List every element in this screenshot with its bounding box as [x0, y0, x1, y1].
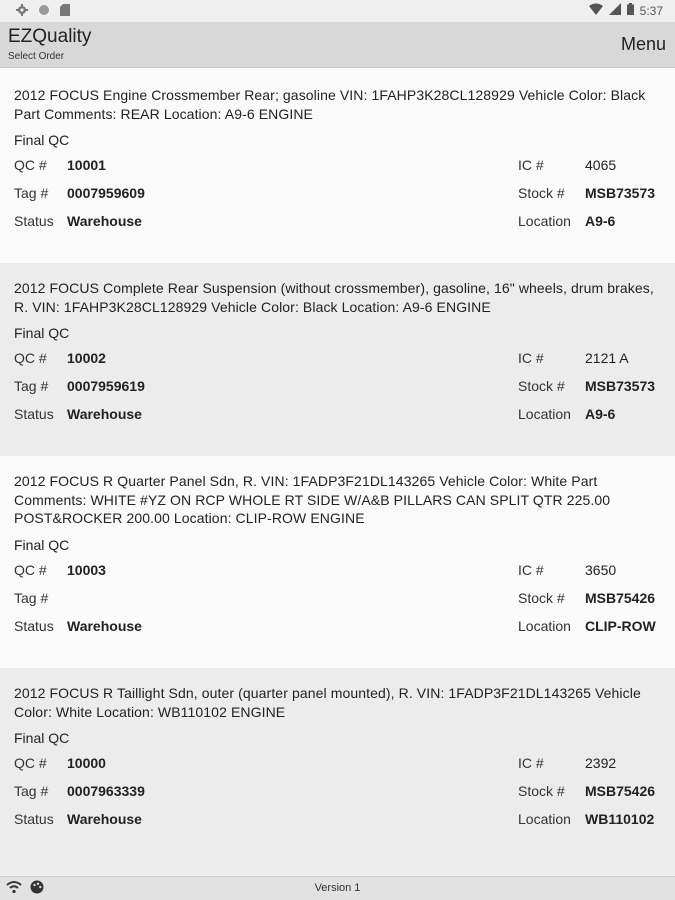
- tag-row: [14, 372, 662, 400]
- order-description: 2012 FOCUS R Quarter Panel Sdn, R. VIN: 1FADP3F21DL143265 Vehicle Color: White Part Comments: WHITE #YZ ON RCP WHOLE RT SIDE W/A&B PILLARS CAN SPLIT QTR 225.00 POST&ROCKER 200.00 Location: CLIP-ROW ENGINE: [14, 473, 611, 526]
- version-label: Version 1: [314, 882, 361, 894]
- qc-value: 10002: [67, 350, 106, 366]
- app-title: EZQuality: [8, 26, 92, 47]
- tag-label: Tag #: [14, 185, 49, 201]
- status-bar: [0, 0, 675, 22]
- qc-label: QC #: [14, 157, 47, 173]
- status-value: Warehouse: [67, 213, 142, 229]
- qc-type: Final QC: [14, 132, 70, 148]
- status-label: Status: [14, 213, 54, 229]
- qc-value: 10000: [67, 755, 106, 771]
- qc-row: [14, 749, 662, 777]
- status-value: Warehouse: [67, 811, 142, 827]
- qc-label: QC #: [14, 755, 47, 771]
- qc-label: QC #: [14, 350, 47, 366]
- location-value: WB110102: [585, 811, 655, 827]
- qc-row: [14, 344, 662, 372]
- location-label: Location: [518, 406, 571, 422]
- sd-card-icon: [60, 4, 70, 19]
- status-label: Status: [14, 811, 54, 827]
- tag-value: 0007959609: [67, 185, 145, 201]
- tag-label: Tag #: [14, 783, 49, 799]
- status-row: [14, 207, 662, 235]
- ic-value: 4065: [585, 157, 617, 173]
- tag-value: 0007963339: [67, 783, 145, 799]
- app-bar: [0, 22, 675, 68]
- ic-label: IC #: [518, 755, 544, 771]
- qc-type: Final QC: [14, 536, 70, 553]
- stock-value: MSB73573: [585, 378, 656, 394]
- status-time: 5:37: [639, 3, 663, 18]
- status-bar-right: [589, 3, 663, 18]
- circle-icon: [38, 4, 50, 19]
- order-description: 2012 FOCUS Engine Crossmember Rear; gasoline VIN: 1FAHP3K28CL128929 Vehicle Color: Black Part Comments: REAR Location: A9-6 ENGINE: [14, 87, 646, 122]
- status-value: Warehouse: [67, 617, 142, 634]
- status-label: Status: [14, 617, 54, 634]
- stock-label: Stock #: [518, 185, 565, 201]
- tag-value: 0007959619: [67, 378, 145, 394]
- status-row: [14, 400, 662, 428]
- location-label: Location: [518, 213, 571, 229]
- gear-icon: [16, 4, 28, 19]
- stock-label: Stock #: [518, 589, 565, 606]
- order-card[interactable]: [0, 70, 675, 263]
- ic-value: 3650: [585, 561, 617, 578]
- qc-label: QC #: [14, 561, 47, 578]
- tag-row: [14, 584, 662, 612]
- menu-button[interactable]: Menu: [620, 34, 666, 54]
- location-value: CLIP-ROW: [585, 617, 656, 634]
- location-value: A9-6: [585, 213, 616, 229]
- tag-row: [14, 777, 662, 805]
- wifi-icon: [589, 3, 603, 18]
- stock-value: MSB75426: [585, 589, 656, 606]
- ic-value: 2121 A: [585, 350, 629, 366]
- order-card[interactable]: [0, 456, 675, 668]
- qc-row: [14, 556, 662, 584]
- order-card[interactable]: [0, 263, 675, 456]
- stock-value: MSB73573: [585, 185, 656, 201]
- qc-value: 10003: [67, 561, 106, 578]
- location-value: A9-6: [585, 406, 616, 422]
- stock-label: Stock #: [518, 783, 565, 799]
- battery-icon: [627, 3, 634, 18]
- order-card[interactable]: [0, 668, 675, 876]
- order-description: 2012 FOCUS R Taillight Sdn, outer (quarter panel mounted), R. VIN: 1FADP3F21DL143265 Vehicle Color: White Location: WB110102 ENGINE: [14, 685, 641, 720]
- status-label: Status: [14, 406, 54, 422]
- status-value: Warehouse: [67, 406, 142, 422]
- tag-row: [14, 179, 662, 207]
- status-row: [14, 612, 662, 640]
- tag-label: Tag #: [14, 589, 49, 606]
- qc-type: Final QC: [14, 730, 70, 746]
- app-subtitle: Select Order: [8, 51, 65, 62]
- ic-label: IC #: [518, 157, 544, 173]
- ic-label: IC #: [518, 561, 544, 578]
- status-bar-left-icons: [16, 4, 70, 19]
- qc-type: Final QC: [14, 325, 70, 341]
- location-label: Location: [518, 811, 571, 827]
- signal-icon: [609, 3, 621, 18]
- stock-value: MSB75426: [585, 783, 656, 799]
- bottom-bar: [0, 876, 675, 900]
- order-description: 2012 FOCUS Complete Rear Suspension (without crossmember), gasoline, 16" wheels, drum brakes, R. VIN: 1FAHP3K28CL128929 Vehicle Color: Black Location: A9-6 ENGINE: [14, 280, 654, 315]
- status-row: [14, 805, 662, 833]
- tag-label: Tag #: [14, 378, 49, 394]
- ic-value: 2392: [585, 755, 617, 771]
- ic-label: IC #: [518, 350, 544, 366]
- qc-row: [14, 151, 662, 179]
- order-list: [0, 70, 675, 876]
- location-label: Location: [518, 617, 571, 634]
- qc-value: 10001: [67, 157, 106, 173]
- stock-label: Stock #: [518, 378, 565, 394]
